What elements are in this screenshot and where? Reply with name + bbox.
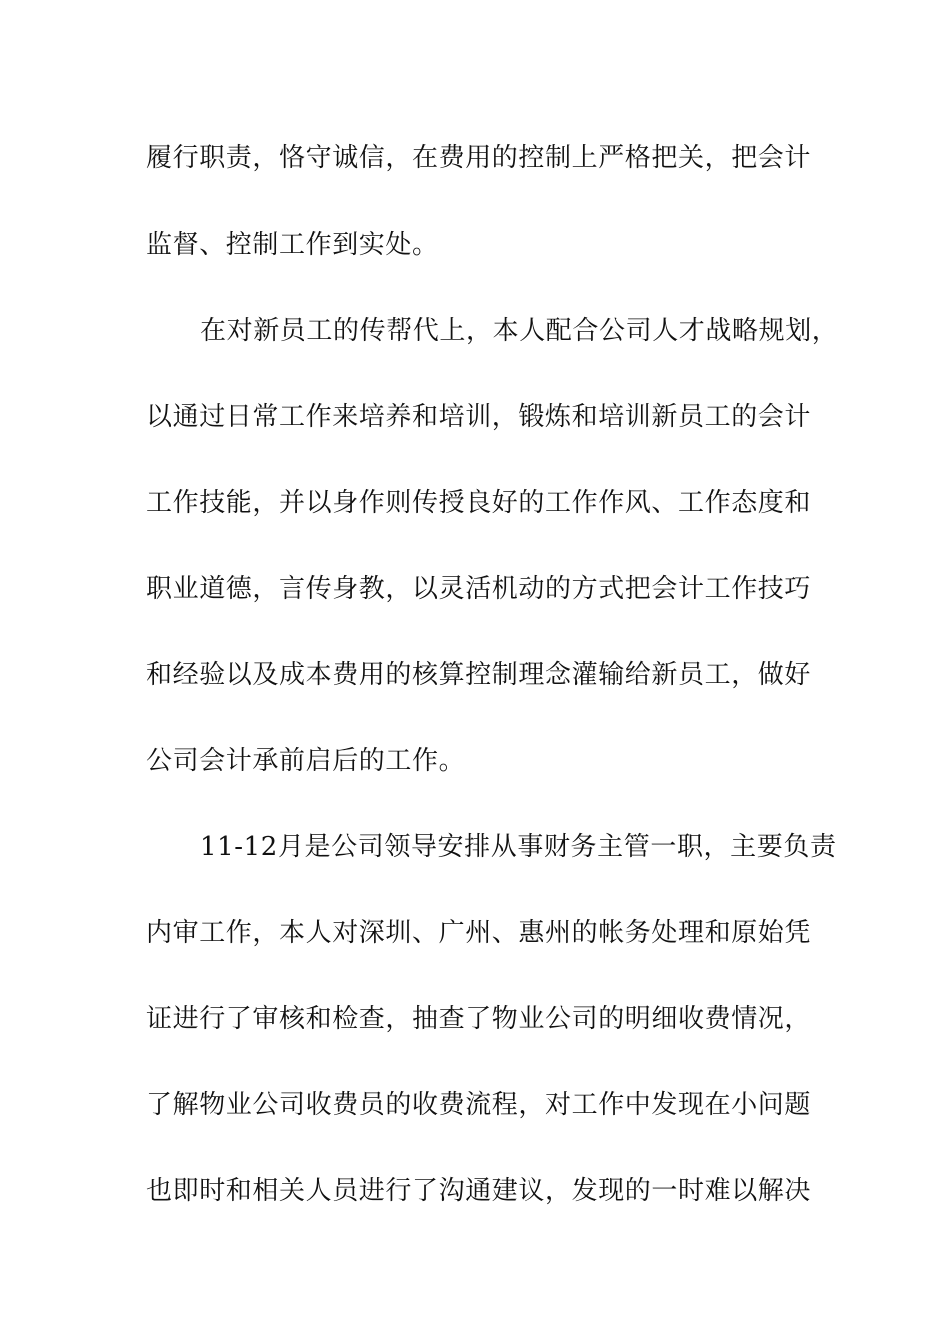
text-line: 公司会计承前启后的工作。: [146, 746, 466, 776]
text-line: 也即时和相关人员进行了沟通建议，发现的一时难以解决: [146, 1176, 812, 1206]
paragraph-first-line: 11-12月是公司领导安排从事财务主管一职，主要负责: [200, 832, 837, 862]
text-line: 了解物业公司收费员的收费流程，对工作中发现在小问题: [146, 1090, 812, 1120]
text-line: 以通过日常工作来培养和培训，锻炼和培训新员工的会计: [146, 402, 812, 432]
text-line: 内审工作，本人对深圳、广州、惠州的帐务处理和原始凭: [146, 918, 812, 948]
text-line: 监督、控制工作到实处。: [146, 230, 439, 260]
text-line: 履行职责，恪守诚信，在费用的控制上严格把关，把会计: [146, 143, 812, 173]
paragraph-first-line: 在对新员工的传帮代上，本人配合公司人才战略规划，: [200, 316, 839, 346]
text-line: 工作技能，并以身作则传授良好的工作作风、工作态度和: [146, 488, 812, 518]
text-line: 职业道德，言传身教，以灵活机动的方式把会计工作技巧: [146, 574, 812, 604]
text-line: 和经验以及成本费用的核算控制理念灌输给新员工，做好: [146, 660, 812, 690]
text-line: 证进行了审核和检查，抽查了物业公司的明细收费情况，: [146, 1004, 812, 1034]
